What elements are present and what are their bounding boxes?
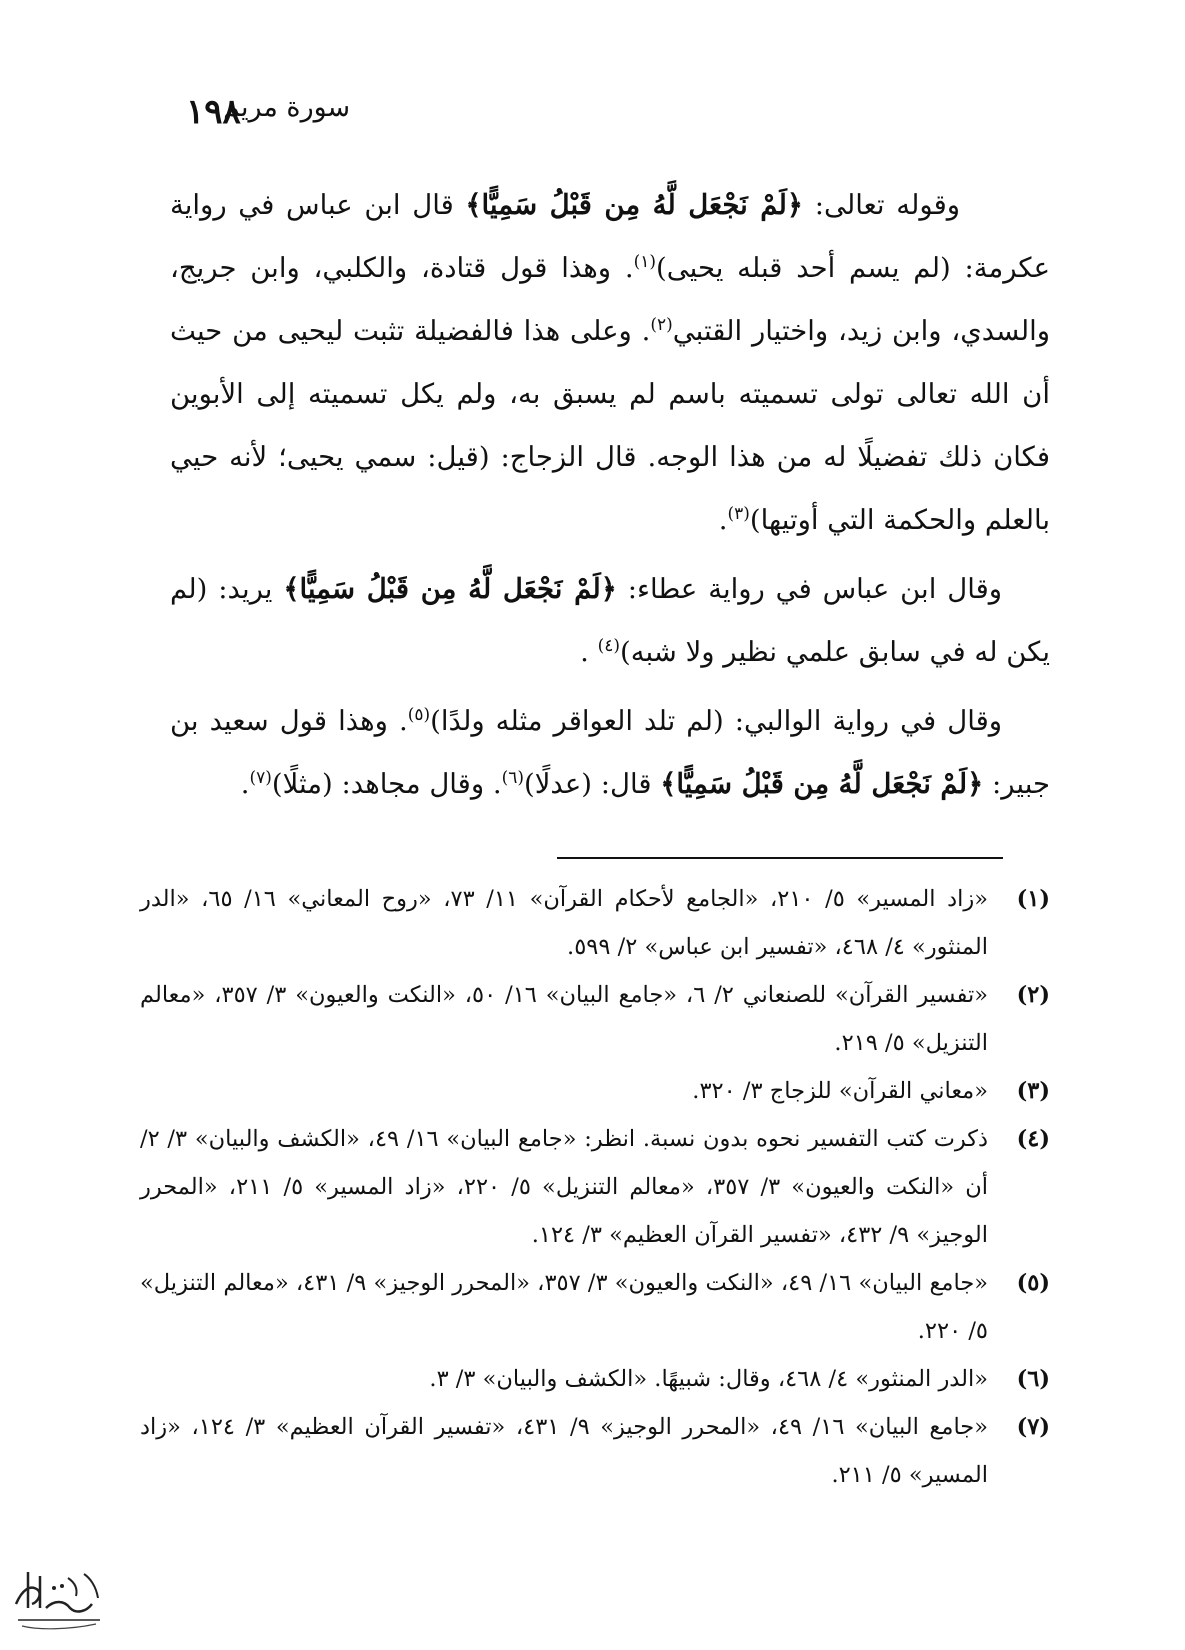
text-run: وقال في رواية الوالبي: (لم تلد العواقر مثله ولدًا) <box>430 705 1002 737</box>
quran-verse: ﴿لَمْ نَجْعَل لَّهُ مِن قَبْلُ سَمِيًّا﴾ <box>660 768 984 800</box>
quran-verse: ﴿لَمْ نَجْعَل لَّهُ مِن قَبْلُ سَمِيًّا﴾ <box>283 573 617 605</box>
footnote-text: «الدر المنثور» ٤/ ٤٦٨، وقال: شبيهًا. «الكشف والبيان» ٣/ ٣. <box>429 1366 988 1392</box>
footnote-number: (٤) <box>1016 1126 1050 1152</box>
footnote-text: «تفسير القرآن» للصنعاني ٢/ ٦، «جامع البيان» ١٦/ ٥٠، «النكت والعيون» ٣/ ٣٥٧، «معالم التنزيل» ٥/ ٢١٩. <box>140 982 989 1056</box>
footnote-separator <box>557 857 1003 859</box>
footnote-number: (١) <box>1016 886 1050 912</box>
footnote-ref-1[interactable]: (١) <box>633 252 656 272</box>
text-run: . وهذا قول قتادة، والكلبي، وابن جريج، والسدي، وابن زيد، واختيار القتبي <box>170 252 1050 347</box>
footnote-text: ذكرت كتب التفسير نحوه بدون نسبة. انظر: «جامع البيان» ١٦/ ٤٩، «الكشف والبيان» ٣/ ٢/ أن «النكت والعيون» ٣/ ٣٥٧، «معالم التنزيل» ٥/ ٢٢٠، «زاد المسير» ٥/ ٢١١، «المحرر الوجيز» ٩/ ٤٣٢، «تفسير القرآن العظيم» ٣/ ١٢٤. <box>140 1126 989 1248</box>
footnotes <box>140 875 1050 1499</box>
footnote-number: (٢) <box>1016 982 1050 1008</box>
text-run: . <box>240 768 250 800</box>
footnote-text: «جامع البيان» ١٦/ ٤٩، «النكت والعيون» ٣/ ٣٥٧، «المحرر الوجيز» ٩/ ٤٣١، «معالم التنزيل» ٥/ ٢٢٠. <box>140 1270 989 1344</box>
quran-verse: ﴿لَمْ نَجْعَل لَّهُ مِن قَبْلُ سَمِيًّا﴾ <box>465 189 804 221</box>
footnote-ref-7[interactable]: (٧) <box>249 768 272 788</box>
text-run: . وعلى هذا فالفضيلة تثبت ليحيى من حيث أن الله تعالى تولى تسميته باسم لم يسبق به، ولم يكل تسميته إلى الأبوين فكان ذلك تفضيلًا له من هذا الوجه. قال الزجاج: (قيل: سمي يحيى؛ لأنه حيي بالعلم والحكمة التي أوتيها) <box>170 315 1050 536</box>
footnote-5 <box>140 1259 1050 1355</box>
page-number: ١٩٨ <box>186 92 241 132</box>
text-run: قال: (عدلًا) <box>524 768 661 800</box>
footnote-ref-6[interactable]: (٦) <box>501 768 525 788</box>
footnote-ref-3[interactable]: (٣) <box>727 504 750 524</box>
footnote-text: «زاد المسير» ٥/ ٢١٠، «الجامع لأحكام القرآن» ١١/ ٧٣، «روح المعاني» ١٦/ ٦٥، «الدر المنثور» ٤/ ٤٦٨، «تفسير ابن عباس» ٢/ ٥٩٩. <box>140 886 988 960</box>
surah-title: سورة مريم <box>223 92 351 123</box>
footnote-number: (٧) <box>1016 1414 1050 1440</box>
footnote-6 <box>140 1355 1050 1403</box>
footnote-ref-2[interactable]: (٢) <box>650 315 673 335</box>
footnote-text: «معاني القرآن» للزجاج ٣/ ٣٢٠. <box>692 1078 988 1104</box>
footnote-7 <box>140 1403 1050 1499</box>
text-run: يريد: (لم يكن له في سابق علمي نظير ولا شبه) <box>170 573 1050 668</box>
footnote-2 <box>140 971 1050 1067</box>
calligraphy-logo-icon <box>8 1560 108 1638</box>
paragraph-2 <box>170 558 1050 684</box>
footnote-number: (٣) <box>1016 1078 1050 1104</box>
footnote-1 <box>140 875 1050 971</box>
text-run: قال ابن عباس في رواية عكرمة: (لم يسم أحد قبله يحيى) <box>170 189 1050 284</box>
text-run: . وهذا قول سعيد بن جبير: <box>170 705 1050 800</box>
text-run: . <box>580 636 598 668</box>
logo-graphic <box>8 1560 108 1638</box>
footnote-3 <box>140 1067 1050 1115</box>
paragraph-3 <box>170 690 1050 816</box>
footnote-ref-5[interactable]: (٥) <box>407 705 431 725</box>
footnote-number: (٦) <box>1016 1366 1050 1392</box>
footnote-number: (٥) <box>1016 1270 1050 1296</box>
footnote-ref-4[interactable]: (٤) <box>597 636 621 656</box>
paragraph-1 <box>170 174 1050 552</box>
text-run: وقال ابن عباس في رواية عطاء: <box>616 573 1003 605</box>
text-run: وقوله تعالى: <box>803 189 960 221</box>
main-text <box>170 174 1050 822</box>
footnote-4 <box>140 1115 1050 1259</box>
footnote-text: «جامع البيان» ١٦/ ٤٩، «المحرر الوجيز» ٩/ ٤٣١، «تفسير القرآن العظيم» ٣/ ١٢٤، «زاد المسير» ٥/ ٢١١. <box>140 1414 988 1488</box>
text-run: . وقال مجاهد: (مثلًا) <box>271 768 502 800</box>
text-run: . <box>718 504 728 536</box>
